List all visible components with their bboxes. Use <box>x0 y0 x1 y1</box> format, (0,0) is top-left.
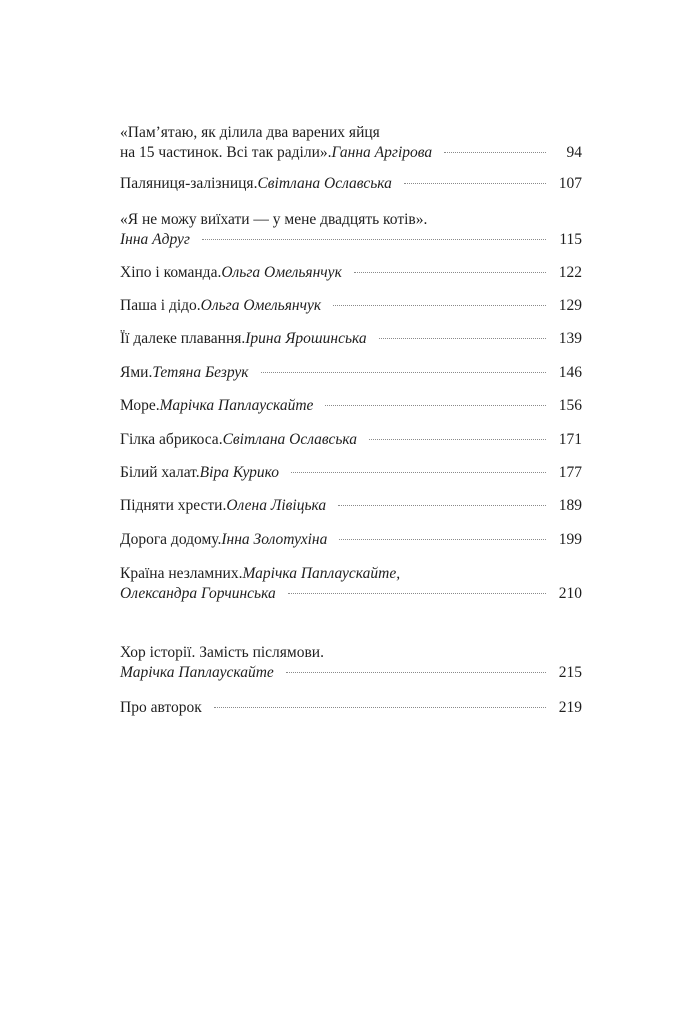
page-number: 129 <box>558 297 582 314</box>
page-number: 189 <box>558 497 582 514</box>
entry-title: Гілка абрикоса. <box>120 431 223 448</box>
entry-author: Олександра Горчинська <box>120 585 276 602</box>
entry-title: Підняти хрести. <box>120 497 227 514</box>
dot-leader <box>338 504 546 506</box>
entry-author: Ганна Аргірова <box>331 144 433 161</box>
dot-leader <box>354 271 546 273</box>
toc-entry[interactable] <box>120 123 582 163</box>
entry-title: «Пам’ятаю, як ділила два варених яйця <box>120 124 380 141</box>
entry-author: Тетяна Безрук <box>152 364 249 381</box>
entry-title: Паляниця-залізниця. <box>120 175 258 192</box>
entry-author: Ольга Омельянчук <box>221 264 342 281</box>
dot-leader <box>202 238 546 240</box>
dot-leader <box>288 592 546 594</box>
dot-leader <box>261 371 546 373</box>
dot-leader <box>369 438 546 440</box>
toc-entry[interactable] <box>120 530 582 550</box>
entry-author: Світлана Ославська <box>257 175 392 192</box>
entry-author: Світлана Ославська <box>222 431 357 448</box>
entry-author: Ольга Омельянчук <box>200 297 322 314</box>
entry-title: Хор історії. Замість післямови. <box>120 644 324 661</box>
toc-entry[interactable] <box>120 496 582 516</box>
entry-author: Інна Адруг <box>120 231 190 248</box>
dot-leader <box>404 182 546 184</box>
toc-entry[interactable] <box>120 564 582 604</box>
toc-entry[interactable] <box>120 210 582 250</box>
page-number: 215 <box>558 664 582 681</box>
entry-author: Інна Золотухіна <box>221 531 328 548</box>
toc-entry[interactable] <box>120 698 582 718</box>
toc-entry[interactable] <box>120 174 582 194</box>
page-number: 156 <box>558 397 582 414</box>
entry-title: Дорога додому. <box>120 531 222 548</box>
toc-entry[interactable] <box>120 263 582 283</box>
page-number: 115 <box>559 231 582 248</box>
entry-title: Ями. <box>120 364 153 381</box>
page-number: 139 <box>558 330 582 347</box>
page-number: 122 <box>558 264 582 281</box>
toc-entry[interactable] <box>120 329 582 349</box>
entry-author: Ірина Ярошинська <box>245 330 367 347</box>
entry-author: Марічка Паплаускайте <box>159 397 314 414</box>
toc-entry[interactable] <box>120 643 582 683</box>
entry-author: Віра Курико <box>199 464 280 481</box>
entry-title: Про авторок <box>120 699 202 716</box>
entry-title: Білий халат. <box>120 464 200 481</box>
page-number: 146 <box>558 364 582 381</box>
page-number: 171 <box>558 431 582 448</box>
entry-author: Марічка Паплаускайте <box>120 664 274 681</box>
entry-title: Хіпо і команда. <box>120 264 222 281</box>
page-number: 210 <box>558 585 582 602</box>
entry-title: Паша і дідо. <box>120 297 201 314</box>
dot-leader <box>444 151 546 153</box>
dot-leader <box>286 671 546 673</box>
toc-entry[interactable] <box>120 430 582 450</box>
dot-leader <box>379 337 546 339</box>
dot-leader <box>339 538 546 540</box>
page-number: 107 <box>558 175 582 192</box>
dot-leader <box>214 706 546 708</box>
dot-leader <box>325 404 546 406</box>
dot-leader <box>333 304 546 306</box>
entry-title: Країна незламних. <box>120 565 243 582</box>
toc-entry[interactable] <box>120 296 582 316</box>
entry-title: на 15 частинок. Всі так раділи». <box>120 144 332 161</box>
dot-leader <box>291 471 546 473</box>
toc-entry[interactable] <box>120 463 582 483</box>
page-number: 177 <box>558 464 582 481</box>
entry-title: «Я не можу виїхати — у мене двадцять котів». <box>120 211 428 228</box>
toc-entry[interactable] <box>120 396 582 416</box>
page-number: 199 <box>558 531 582 548</box>
entry-author: Марічка Паплаускайте, <box>242 565 401 582</box>
toc-entry[interactable] <box>120 363 582 383</box>
entry-title: Море. <box>120 397 160 414</box>
entry-title: Її далеке плавання. <box>120 330 246 347</box>
entry-author: Олена Лівіцька <box>226 497 327 514</box>
page-number: 219 <box>558 699 582 716</box>
page-number: 94 <box>566 144 582 161</box>
